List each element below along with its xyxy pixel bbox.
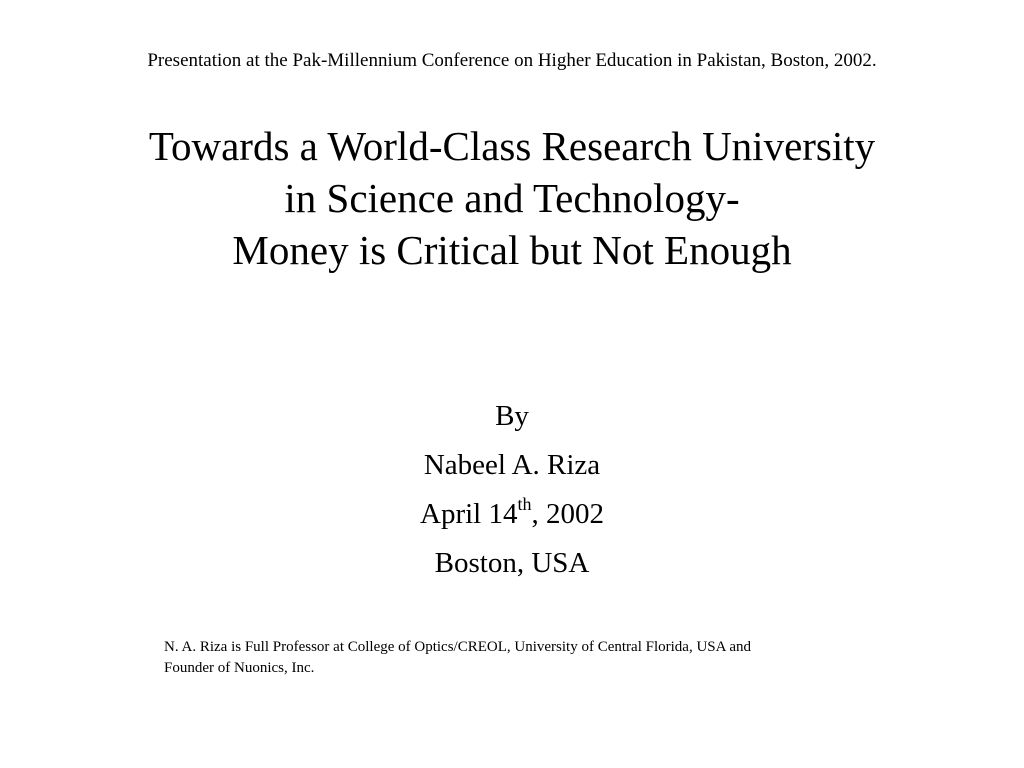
author-footnote xyxy=(164,637,884,679)
title-line-3: Money is Critical but Not Enough xyxy=(232,227,792,273)
author-name: Nabeel A. Riza xyxy=(423,449,601,481)
footnote-line-1: N. A. Riza is Full Professor at College of Optics/CREOL, University of Central Florida, USA and xyxy=(164,639,752,655)
presentation-location: Boston, USA xyxy=(434,547,590,579)
date-ordinal-superscript: th xyxy=(517,494,532,515)
title-line-1: Towards a World-Class Research University xyxy=(148,123,876,169)
slide-title xyxy=(0,120,1024,276)
byline xyxy=(0,392,1024,588)
presentation-date xyxy=(0,490,1024,539)
date-suffix: , 2002 xyxy=(531,498,604,530)
footnote-line-2: Founder of Nuonics, Inc. xyxy=(164,660,315,676)
conference-note: Presentation at the Pak-Millennium Conference on Higher Education in Pakistan, Boston, 2002. xyxy=(147,50,877,71)
date-prefix: April 14 xyxy=(420,498,518,530)
title-line-2: in Science and Technology- xyxy=(284,175,740,221)
byline-by: By xyxy=(495,400,529,432)
